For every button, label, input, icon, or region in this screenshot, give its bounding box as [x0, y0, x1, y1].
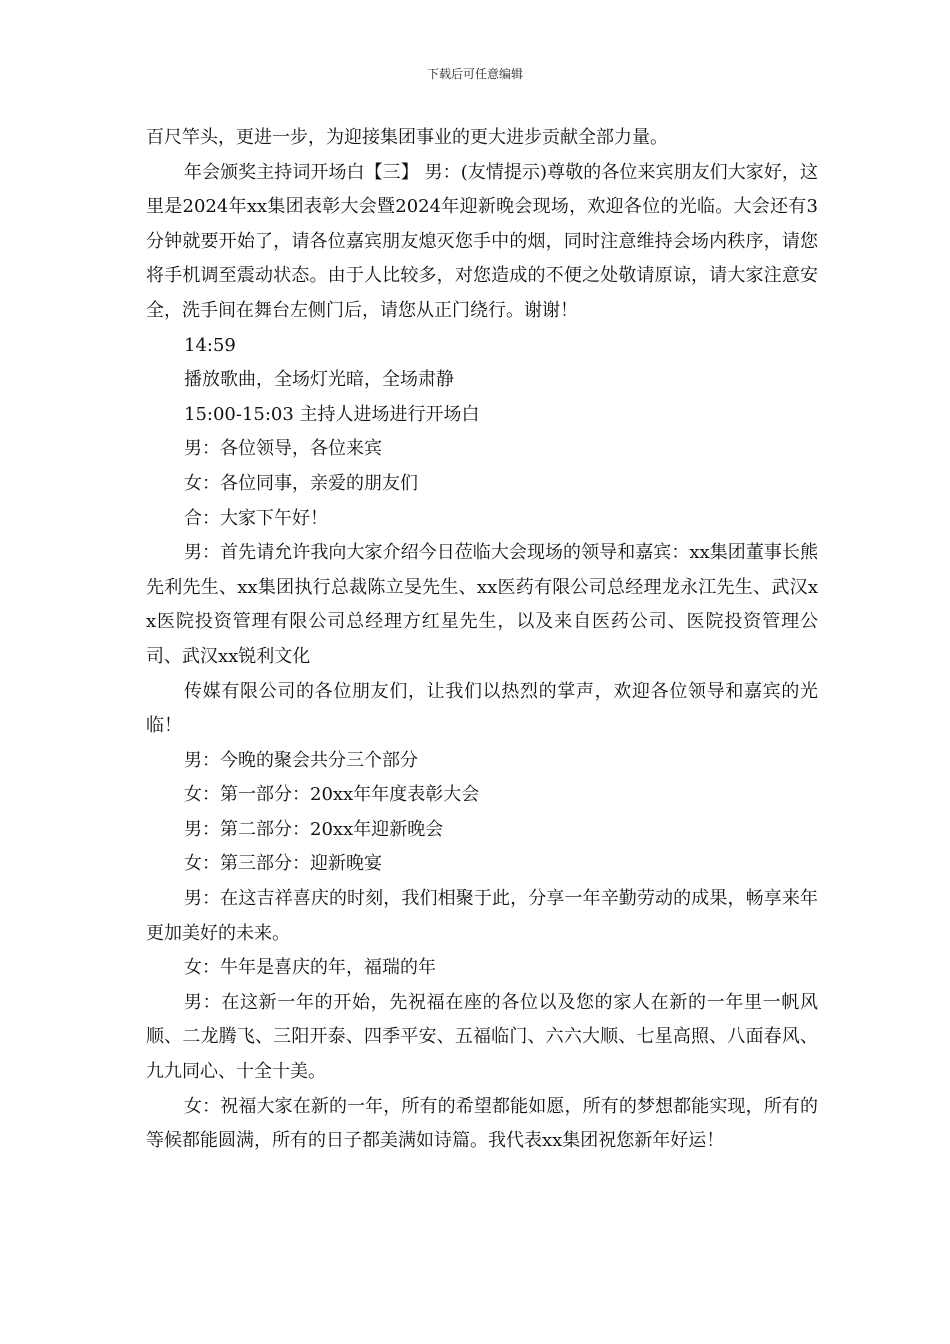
paragraph-new-year-wishes: 男：在这新一年的开始，先祝福在座的各位以及您的家人在新的一年里一帆风顺、二龙腾飞、三阳开泰、四季平安、五福临门、六六大顺、七星高照、八面春风、九九同心、十全十美。	[146, 991, 818, 1083]
paragraph-part-three: 女：第三部分：迎新晚宴	[184, 853, 382, 875]
paragraph-female-greeting: 女：各位同事，亲爱的朋友们	[184, 472, 418, 494]
paragraph-continuation: 百尺竿头，更进一步，为迎接集团事业的更大进步贡献全部力量。	[146, 127, 668, 148]
paragraph-male-greeting: 男：各位领导，各位来宾	[184, 438, 382, 460]
paragraph-ox-year: 女：牛年是喜庆的年，福瑞的年	[184, 957, 436, 979]
paragraph-three-parts: 男：今晚的聚会共分三个部分	[184, 749, 418, 771]
paragraph-host-entrance: 15:00-15:03 主持人进场进行开场白	[184, 403, 480, 425]
paragraph-closing-blessing: 女：祝福大家在新的一年，所有的希望都能如愿，所有的梦想都能实现，所有的等候都能圆满，所有的日子都美满如诗篇。我代表xx集团祝您新年好运！	[146, 1095, 818, 1152]
paragraph-part-two: 男：第二部分：20xx年迎新晚会	[184, 818, 444, 840]
paragraph-play-music: 播放歌曲，全场灯光暗，全场肃静	[184, 369, 454, 391]
paragraph-guest-introduction: 男：首先请允许我向大家介绍今日莅临大会现场的领导和嘉宾：xx集团董事长熊先利先生、xx集团执行总裁陈立旻先生、xx医药有限公司总经理龙永江先生、武汉xx医院投资管理有限公司总经理方红星先生，以及来自医药公司、医院投资管理公司、武汉xx锐利文化	[146, 542, 818, 667]
paragraph-time-1459: 14:59	[184, 334, 236, 356]
page-header: 下载后可任意编辑	[426, 67, 523, 81]
paragraph-opening-notice: 年会颁奖主持词开场白【三】 男：(友情提示)尊敬的各位来宾朋友们大家好，这里是2024年xx集团表彰大会暨2024年迎新晚会现场，欢迎各位的光临。大会还有3分钟就要开始了，请各位嘉宾朋友熄灭您手中的烟，同时注意维持会场内秩序，请您将手机调至震动状态。由于人比较多，对您造成的不便之处敬请原谅，请大家注意安全，洗手间在舞台左侧门后，请您从正门绕行。谢谢！	[146, 161, 818, 321]
document-body	[146, 121, 818, 1159]
paragraph-auspicious-moment: 男：在这吉祥喜庆的时刻，我们相聚于此，分享一年辛勤劳动的成果，畅享来年更加美好的未来。	[146, 888, 818, 944]
paragraph-part-one: 女：第一部分：20xx年年度表彰大会	[184, 784, 480, 806]
paragraph-together-greeting: 合：大家下午好！	[184, 507, 328, 529]
paragraph-welcome-applause: 传媒有限公司的各位朋友们，让我们以热烈的掌声，欢迎各位领导和嘉宾的光临！	[146, 680, 818, 737]
